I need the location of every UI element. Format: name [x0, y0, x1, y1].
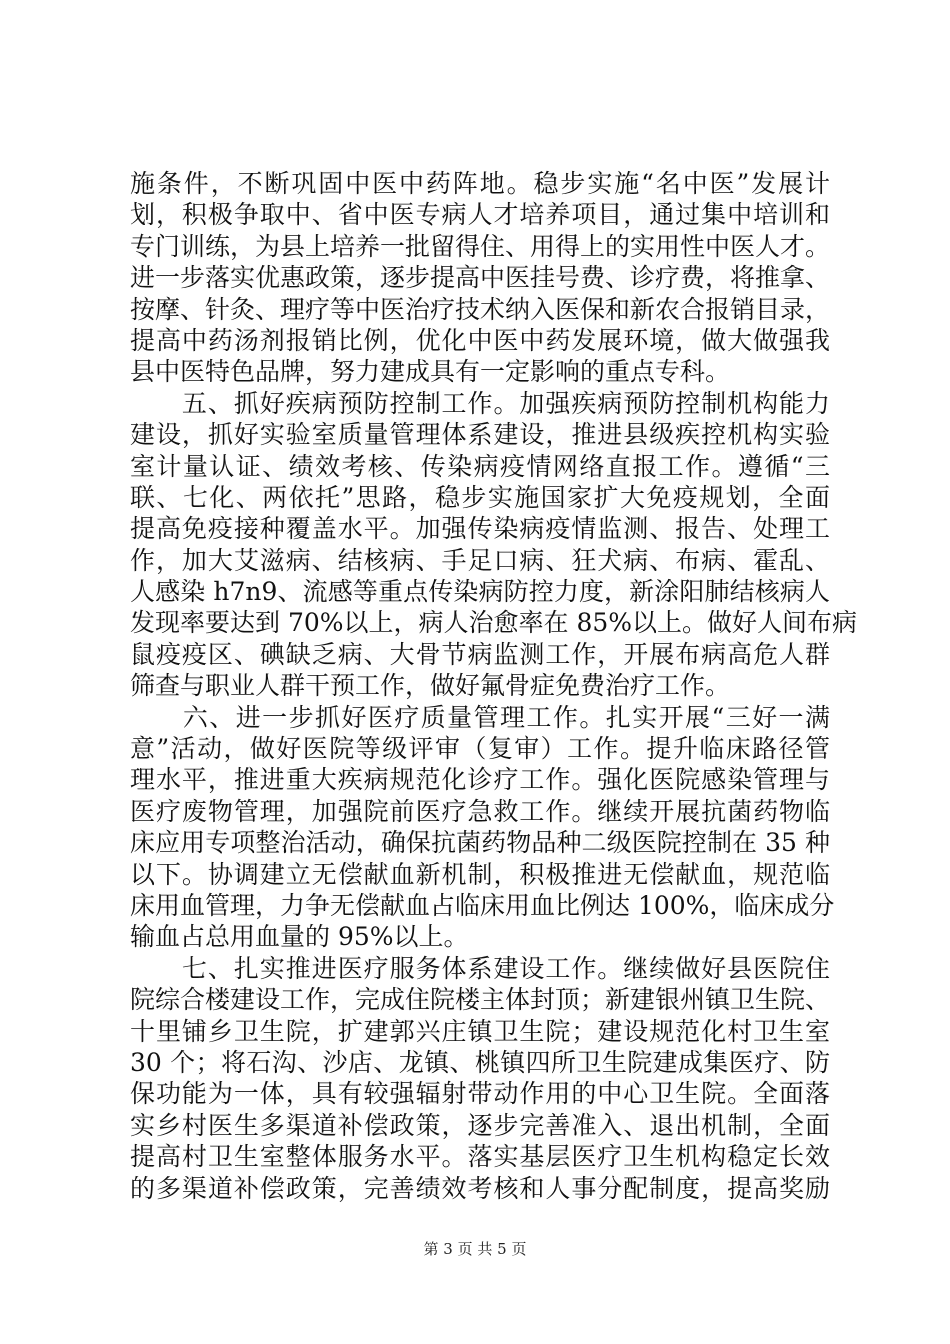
text-line: 以下。协调建立无偿献血新机制，积极推进无偿献血，规范临 [130, 859, 830, 889]
document-body [130, 168, 858, 1204]
text-line: 施条件，不断巩固中医中药阵地。稳步实施“名中医”发展计 [130, 169, 830, 198]
text-line: 进一步落实优惠政策，逐步提高中医挂号费、诊疗费，将推拿、 [130, 263, 831, 293]
text-line: 人感染 h7n9、流感等重点传染病防控力度，新涂阳肺结核病人 [130, 577, 830, 607]
text-line: 鼠疫疫区、碘缺乏病、大骨节病监测工作，开展布病高危人群 [130, 639, 830, 669]
text-line: 院综合楼建设工作，完成住院楼主体封顶；新建银州镇卫生院、 [130, 985, 831, 1015]
text-line: 专门训练，为县上培养一批留得住、用得上的实用性中医人才。 [130, 231, 831, 261]
text-line: 提高中药汤剂报销比例，优化中医中药发展环境，做大做强我 [130, 325, 830, 355]
text-line: 实乡村医生多渠道补偿政策，逐步完善准入、退出机制，全面 [130, 1110, 830, 1140]
text-line: 六、进一步抓好医疗质量管理工作。扎实开展“三好一满 [130, 702, 830, 732]
text-line: 室计量认证、绩效考核、传染病疫情网络直报工作。遵循“三 [130, 451, 830, 481]
page-number-footer: 第 3 页 共 5 页 [423, 1240, 527, 1258]
text-line: 的多渠道补偿政策，完善绩效考核和人事分配制度，提高奖励 [130, 1173, 830, 1203]
text-line: 联、七化、两依托”思路，稳步实施国家扩大免疫规划，全面 [130, 482, 830, 512]
text-line: 十里铺乡卫生院，扩建郭兴庄镇卫生院；建设规范化村卫生室 [130, 1016, 830, 1046]
text-line: 床应用专项整治活动，确保抗菌药物品种二级医院控制在 35 种 [130, 828, 830, 858]
text-line: 意”活动，做好医院等级评审（复审）工作。提升临床路径管 [130, 734, 830, 764]
text-line: 理水平，推进重大疾病规范化诊疗工作。强化医院感染管理与 [130, 765, 830, 795]
text-line: 作，加大艾滋病、结核病、手足口病、狂犬病、布病、霍乱、 [130, 545, 830, 575]
text-line: 提高免疫接种覆盖水平。加强传染病疫情监测、报告、处理工 [130, 514, 830, 544]
text-line: 筛查与职业人群干预工作，做好氟骨症免费治疗工作。 [130, 671, 731, 701]
text-line: 五、抓好疾病预防控制工作。加强疾病预防控制机构能力 [130, 388, 830, 418]
text-line: 提高村卫生室整体服务水平。落实基层医疗卫生机构稳定长效 [130, 1142, 830, 1172]
text-line: 发现率要达到 70%以上，病人治愈率在 85%以上。做好人间布病 [130, 608, 858, 638]
text-line: 30 个；将石沟、沙店、龙镇、桃镇四所卫生院建成集医疗、防 [130, 1047, 830, 1077]
text-line: 保功能为一体，具有较强辐射带动作用的中心卫生院。全面落 [130, 1079, 830, 1109]
text-line: 床用血管理，力争无偿献血占临床用血比例达 100%，临床成分 [130, 890, 835, 920]
text-line: 七、扎实推进医疗服务体系建设工作。继续做好县医院住 [130, 953, 830, 983]
text-line: 建设，抓好实验室质量管理体系建设，推进县级疾控机构实验 [130, 420, 830, 450]
text-line: 县中医特色品牌，努力建成具有一定影响的重点专科。 [130, 357, 731, 387]
text-line: 划，积极争取中、省中医专病人才培养项目，通过集中培训和 [130, 200, 830, 230]
text-line: 输血占总用血量的 95%以上。 [130, 922, 469, 952]
text-line: 医疗废物管理，加强院前医疗急救工作。继续开展抗菌药物临 [130, 796, 830, 826]
text-line: 按摩、针灸、理疗等中医治疗技术纳入医保和新农合报销目录， [130, 294, 831, 324]
